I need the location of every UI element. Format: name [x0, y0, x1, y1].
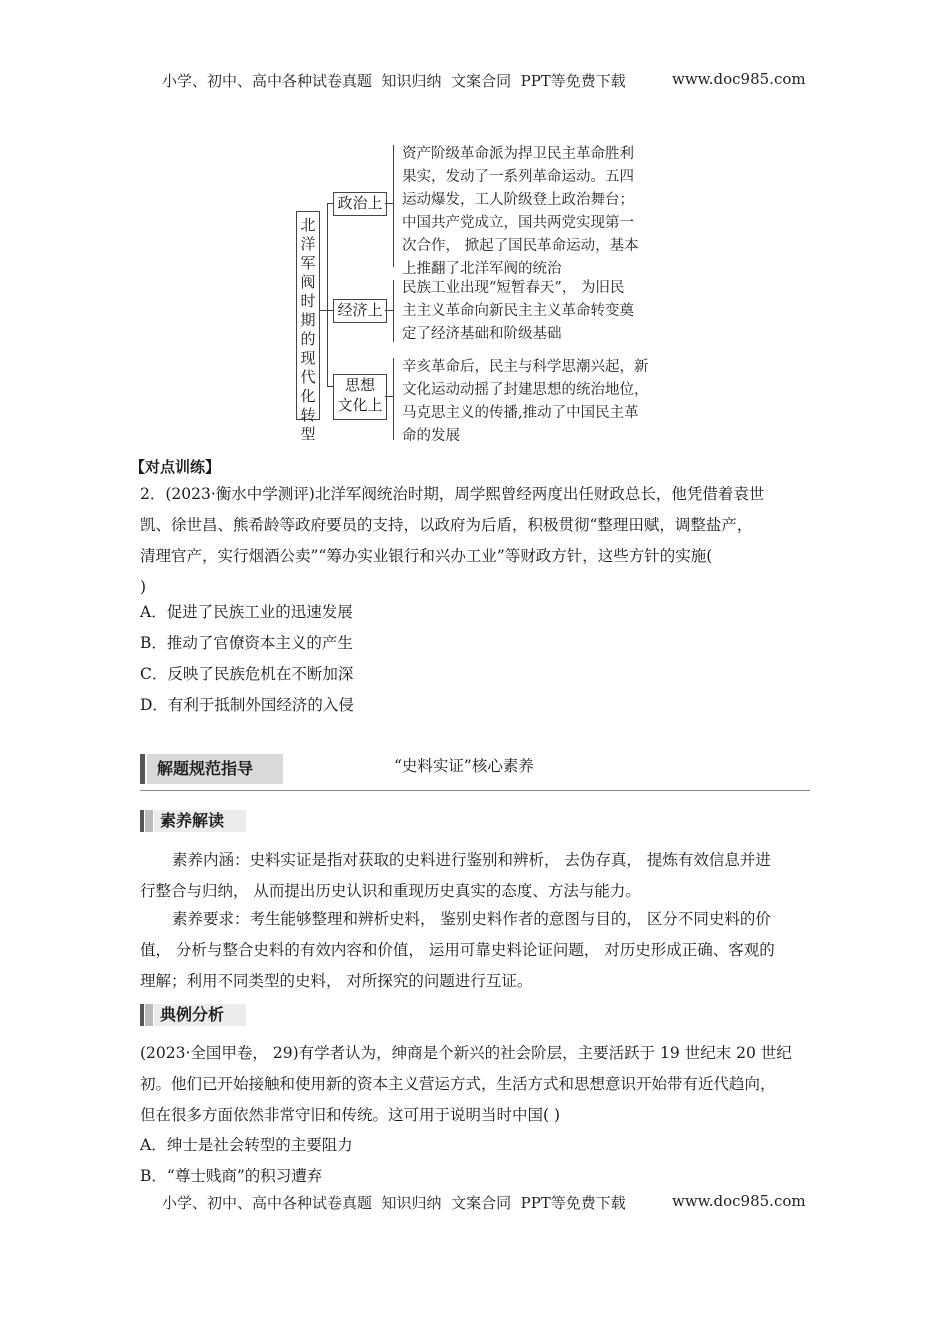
example-question	[140, 1038, 830, 1131]
desc-line: 次合作， 掀起了国民革命运动，基本	[402, 238, 639, 254]
question-line: 清理官产，实行烟酒公卖”“筹办实业银行和兴办工业”等财政方针，这些方针的实施(	[140, 547, 713, 565]
tree-bracket	[393, 145, 394, 267]
example-line: 但在很多方面依然非常守旧和传统。这可用于说明当时中国( )	[140, 1106, 561, 1124]
subtitle-accent	[140, 1004, 144, 1026]
para-line: 素养内涵：史料实证是指对获取的史料进行鉴别和辨析， 去伪存真， 提炼有效信息并进	[172, 851, 771, 869]
section-bar-accent	[140, 754, 145, 784]
para-line: 行整合与归纳， 从而提出历史认识和重现历史真实的态度、方法与能力。	[140, 882, 641, 900]
tree-bracket	[393, 358, 394, 440]
sub-heading-example: 典例分析	[154, 1004, 246, 1026]
literacy-requirements	[140, 904, 820, 997]
practice-heading: 【对点训练】	[130, 458, 221, 476]
header-text: 小学、初中、高中各种试卷真题 知识归纳 文案合同 PPT等免费下载	[162, 72, 626, 90]
literacy-definition	[140, 845, 820, 907]
option-c: C．反映了民族危机在不断加深	[140, 665, 354, 683]
sub-heading-literacy: 素养解读	[154, 810, 246, 832]
footer-url: www.doc985.com	[672, 1192, 806, 1210]
option-d: D．有利于抵制外国经济的入侵	[140, 696, 354, 714]
tree-node-economy: 经济上	[333, 299, 387, 323]
section-subtitle: “史料实证”核心素养	[394, 757, 534, 775]
tree-connector	[385, 203, 393, 204]
desc-line: 运动爆发，工人阶级登上政治舞台；	[402, 192, 634, 208]
desc-line: 果实，发动了一系列革命运动。五四	[402, 169, 634, 185]
tree-desc-culture	[402, 356, 664, 448]
subtitle-accent2	[145, 1004, 153, 1026]
tree-connector	[327, 203, 328, 386]
tree-node-culture-line2: 文化上	[337, 396, 383, 414]
example-options	[140, 1130, 353, 1192]
option-b: B．推动了官僚资本主义的产生	[140, 634, 353, 652]
section-title: 解题规范指导	[147, 754, 283, 784]
para-line: 理解；利用不同类型的史料， 对所探究的问题进行互证。	[140, 972, 533, 990]
tree-connector	[385, 310, 393, 311]
para-line: 素养要求：考生能够整理和辨析史料， 鉴别史料作者的意图与目的， 区分不同史料的价	[172, 910, 771, 928]
tree-connector	[385, 396, 393, 397]
desc-line: 主主义革命向新民主主义革命转变奠	[402, 303, 634, 319]
desc-line: 资产阶级革命派为捍卫民主革命胜利	[402, 146, 634, 162]
para-line: 值， 分析与整合史料的有效内容和价值， 运用可靠史料论证问题， 对历史形成正确、客观的	[140, 941, 775, 959]
tree-desc-economy	[402, 277, 664, 346]
tree-desc-politics	[402, 143, 664, 281]
subtitle-accent	[140, 810, 144, 832]
desc-line: 文化运动动摇了封建思想的统治地位，	[402, 382, 649, 398]
example-line: 初。他们已开始接触和使用新的资本主义营运方式，生活方式和思想意识开始带有近代趋向，	[140, 1075, 776, 1093]
tree-node-culture	[333, 374, 387, 420]
option-a: A．绅士是社会转型的主要阻力	[140, 1136, 353, 1154]
desc-line: 民族工业出现“短暂春天”， 为旧民	[402, 280, 625, 296]
subtitle-accent2	[145, 810, 153, 832]
section-divider	[140, 790, 810, 791]
option-b: B．“尊士贱商”的积习遭弃	[140, 1167, 323, 1185]
tree-root: 北洋军阀时期的现代化转型	[296, 211, 320, 420]
desc-line: 马克思主义的传播,推动了中国民主革	[402, 405, 639, 421]
question-line: 凯、徐世昌、熊希龄等政府要员的支持，以政府为后盾，积极贯彻“整理田赋，调整盐产，	[140, 516, 753, 534]
desc-line: 命的发展	[402, 428, 460, 444]
practice-options	[140, 597, 354, 721]
tree-node-culture-line1: 思想	[344, 376, 375, 394]
question-line: )	[140, 578, 147, 596]
tree-bracket	[393, 280, 394, 342]
desc-line: 辛亥革命后，民主与科学思潮兴起，新	[402, 359, 649, 375]
desc-line: 上推翻了北洋军阀的统治	[402, 261, 562, 277]
tree-node-politics: 政治上	[333, 192, 387, 216]
footer-text: 小学、初中、高中各种试卷真题 知识归纳 文案合同 PPT等免费下载	[162, 1194, 626, 1212]
practice-question	[140, 479, 820, 603]
desc-line: 定了经济基础和阶级基础	[402, 326, 562, 342]
option-a: A．促进了民族工业的迅速发展	[140, 603, 353, 621]
tree-connector	[319, 310, 327, 311]
example-line: (2023·全国甲卷， 29)有学者认为，绅商是个新兴的社会阶层，主要活跃于 19 世纪末 20 世纪	[140, 1044, 792, 1062]
header-url: www.doc985.com	[672, 70, 806, 88]
desc-line: 中国共产党成立，国共两党实现第一	[402, 215, 634, 231]
question-line: 2．(2023·衡水中学测评)北洋军阀统治时期，周学熙曾经两度出任财政总长，他凭借着袁世	[140, 485, 765, 503]
